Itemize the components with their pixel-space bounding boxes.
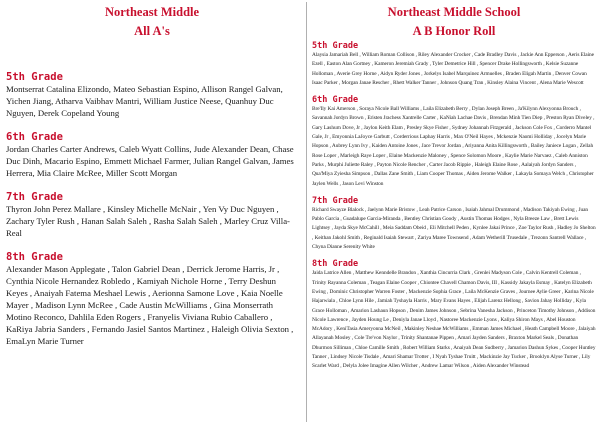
ab-honor-grade-8-heading: 8th Grade	[312, 259, 359, 270]
ab-honor-grade-6-heading: 6th Grade	[312, 95, 359, 106]
all-as-grade-5-names: Montserrat Catalina Elizondo, Mateo Sebastian Espino, Allison Rangel Galvan, Yichen Jiang, Atharva Vaibhav Mantri, William Justice Neese, Quanhuy Duc Nguyen, Derek Copeland Young	[6, 84, 283, 118]
ab-honor-grade-5-heading: 5th Grade	[312, 41, 359, 51]
all-as-grade-5-heading: 5th Grade	[6, 71, 63, 83]
all-as-title-list: All A's	[134, 24, 170, 38]
all-as-grade-7-names: Thyron John Perez Mallare , Kinsley Michelle McNair , Yen Vy Duc Nguyen , Zachary Tyler Rush , Hanan Salah Saleh , Rasha Salah Saleh , Marley Cruz Villa-Real	[6, 204, 290, 238]
ab-honor-title-list: A B Honor Roll	[412, 24, 496, 38]
ab-honor-grade-7-heading: 7th Grade	[312, 195, 359, 206]
all-as-grade-8-names: Alexander Mason Applegate , Talon Gabriel Dean , Derrick Jerome Harris, Jr , Cynthia Nicole Hernandez Robledo , Kamiyah Nichole Horne , Terry Deshun Keyes , Anaiyah Fatema Meshael Lewis , Aerionna Samone Love , Kaia Noelle Mayer , Madison Lynn McRee , Cade Austin McWilliams , Gina Monserrath Motino Reconco, Dahlila Eden Rogers , Franyelis Viviana Rubio Caballero , KaRiya Jabria Sanders , Fernando Jasiel Santos Martinez , Haleigh Olivia Sexton , EmaLyn Marie Turner	[6, 264, 294, 346]
column-divider	[306, 2, 307, 422]
ab-honor-grade-6-names: Bre'Ily Kai Amerson , Soraya Nicole Ball Williams , Laila Elizabeth Berry , Dylan Joseph Breen , Ja'Kilynn Alexyonna Brouch , Savannah Jordyn Brown , Eristen Jrachess Xantrelle Carter , KaNiah Lachae Davis , Brendan Minh Tien Diep , Preston Ryan Diveley , Gary Lashurn Dove, Jr , Jaylon Keith Elam , Presley Skye Fisher , Sydney Johannah Fitzgerald , Jackson Cole Fox , Corderro Mantel Gale, Jr , Emyonnia LaJoyce Garbutt , Corderrious Laphay Harris , Max O'Neil Hayes , Mckenzie Naomi Holliday , Jocelyn Marie Hopson , Aubrey Lynn Ivy , Kaiden Antoine Jones , Jace Trevor Jordan , Ariyanna Anita Killingsworth , Bailey Janiece Logan , Zellah Rose Loper , Marleigh Raye Loper , Elaine Mackenzie Maloney , Spence Solomon Moore , Kaylie Marie Narvaez , Caleb Anniston Parks , Murphi Juliette Raley , Payton Nicole Rencher , Carter Jacob Rippie , Haleigh Elaine Rose , Aalaiyah Jordyn Sanders , Qua'Miya Zyiesha Simpson , Dallas Zane Smith , Liam Cooper Thomas , Aiden Jerome Walker , Lakayla Somaya Welch , Christopher Jaylen Wells , Jason Levi Winston	[312, 106, 595, 187]
ab-honor-title-school: Northeast Middle School	[387, 5, 521, 19]
all-as-grade-8-heading: 8th Grade	[6, 251, 63, 263]
ab-honor-grade-7-names: Richard Swayze Blalock , Jaelynn Marie Bristow , Leah Patrice Carson , Isaiah Jahmal Drummond , Madison Takiyah Ewing , Juan Pablo Garcia , Guadalupe Garcia-Miranda , Bentley Christian Goody , Austin Thomas Hodges , Nyla Breeze Law , Brett Lewis Lightsey , Jayda Skye McCahill , Meia Saddam Obeid , Eli Mitchell Peden , Kynlee Jakai Prince , Zoe Taylor Rush , Hadley Jo Shelton , Keithan Jakohl Smith , Reginald Isaiah Stewart , Zariya Maree Townsend , Adam Wetherill Trusedale , Trezonn Santrell Wallace , Chyna Dianne Serenity White	[312, 206, 596, 251]
all-as-grade-6-heading: 6th Grade	[6, 131, 63, 143]
ab-honor-grade-8-names: Jaida Latrice Allen , Matthew Kenndelle Brandon , Xanthia Cincurria Clark , Grenlei Madyson Cole , Calvin Kentrell Coleman , Trinity Rayanna Coleman , Teagan Elaine Cooper , Chiontee Chavell Chamon Davis, III , Kassidy Jakayla Esmay , Katelyn Elizabeth Ewing , Dominic Christopher Warren Foster , Mackenzie Sophia Grace , Laila McKenzie Graves , Journee Aylie Greer , Karina Nicole Hajarwiala , Chloe Lynn Hile , Jamiah Tyshayla Harris , Mary Evans Hayes , Elijah Larenz Hellong , Savion Jahay Holliday , Kyla Grace Holloman , Amarion Lashaun Hopson , Denim James Johnson , Sebrina Vanesha Jackson , Princeton Timothy Johnson , Addison Nicole Lawrence , Jayden Houng Le , Deniyla Janae Lloyd , Nastoree Mackenzie Lyons , Kaliya Shiron Mays , Abel Houston McAdory , KeniTasia Ameryonna McNeil , Makinley Neshae McWilliams , Emman James Michael , Heath Campbell Moore , Jalaiyah Allayanah Mosley , Cole Tre'von Naylor , Trinity Shantanae Pippen , Amari Jayden Sanders , Braxton Markel Seals , Donathan Dhurmon Silliman , Chloe Camille Smith , Robert William Starks , Anaiyah Dean Sudberry , Jamarion Dashun Sykes , Cooper Huntley Tanner , Lindsey Nicole Tisdale , Amari Shamar Trotter , I Nyah Tyshae Truitt , Mackinzie Jay Tucker , Brooklyn Alyse Turner , Lily Scarlet Ward , Delyla Jolee Imagine Allen Wilcher , Andrew Lamar Wilson , Aiden Alexander Winstead	[312, 270, 596, 370]
ab-honor-grade-5-names: Alaysia Jamariah Bell , William Roman Collison , Riley Alexander Crocker , Cade Bradley Davis , Jackie Ann Epperson , Aeris Elaine Ezell , Easton Alan Gortney , Kameron Jeremiah Grady , Tyler Demetrice Hill , Spencer Drake Hollingsworth , Kelsie Suzanne Holloman , Averie Grey Horne , Aidyn Ryder Jones , Jorkelys Isabel Marquinez Armuelles , Braden Eligah Martin , Denver Cowan Isaac Parker , Morgan Janae Rescher , Rhett Walker Tanner , Johnson Quang Tran , Kinsley Alaina Vincent , Alena Marie Wescott	[312, 52, 594, 86]
all-as-grade-6-names: Jordan Charles Carter Andrews, Caleb Wyatt Collins, Jude Alexander Dean, Chase Duc Dinh, Macario Espino, Emmett Michael Farmer, Julian Rangel Galvan, James Herrera, Mia Claire McRee, Miller Scott Morgan	[6, 144, 294, 178]
ab-honor-roll-column	[312, 0, 596, 424]
all-as-column	[6, 0, 298, 424]
all-as-title-school: Northeast Middle	[104, 5, 200, 19]
all-as-grade-7-heading: 7th Grade	[6, 191, 63, 203]
